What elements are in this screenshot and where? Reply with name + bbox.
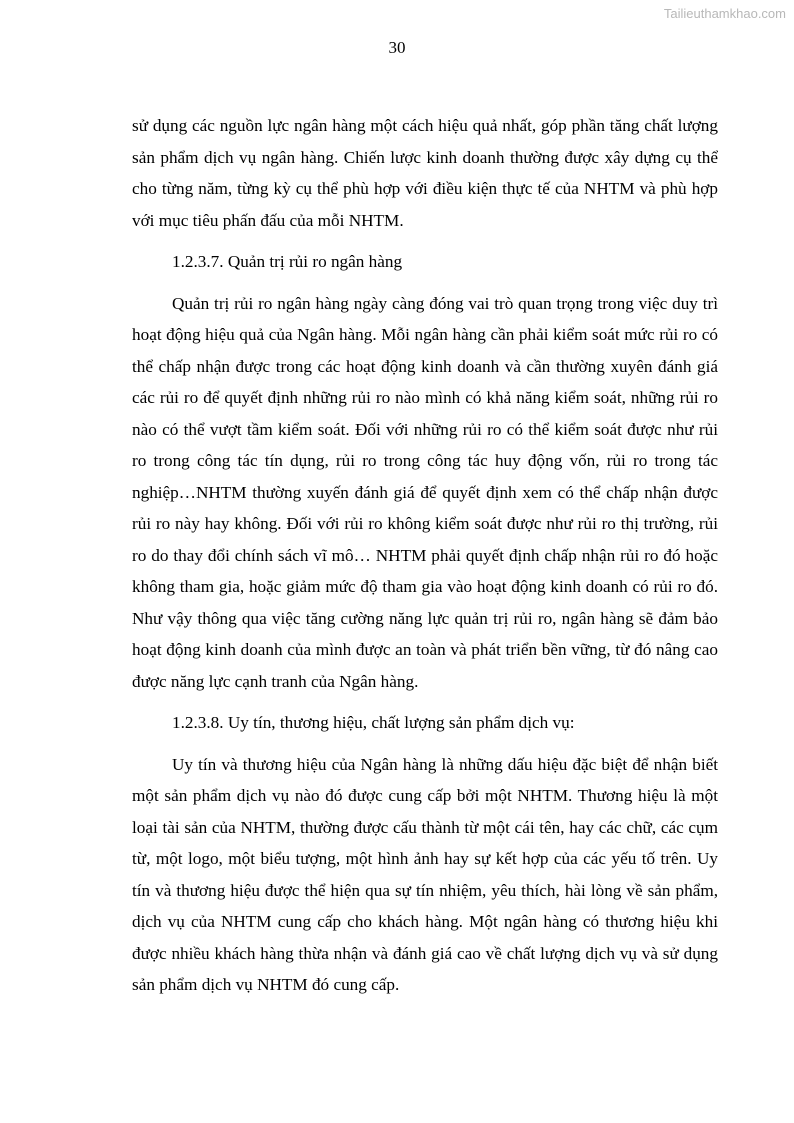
paragraph-risk-management: Quản trị rủi ro ngân hàng ngày càng đóng vai trò quan trọng trong việc duy trì hoạt động hiệu quả của Ngân hàng. Mỗi ngân hàng cần phải kiểm soát mức rủi ro có thể chấp nhận được trong các hoạt động kinh doanh và cần thường xuyên đánh giá các rủi ro để quyết định những rủi ro nào mình có khả năng kiểm soát, những rủi ro nào có thể vượt tầm kiểm soát. Đối với những rủi ro có thể kiểm soát được như rủi ro trong công tác tín dụng, rủi ro trong công tác huy động vốn, rủi ro trong tác nghiệp…NHTM thường xuyến đánh giá để quyết định xem có thể chấp nhận được rủi ro này hay không. Đối với rủi ro không kiểm soát được như rủi ro thị trường, rủi ro do thay đổi chính sách vĩ mô… NHTM phải quyết định chấp nhận rủi ro đó hoặc không tham gia, hoặc giảm mức độ tham gia vào hoạt động kinh doanh có rủi ro đó. Như vậy thông qua việc tăng cường năng lực quản trị rủi ro, ngân hàng sẽ đảm bảo hoạt động kinh doanh của mình được an toàn và phát triển bền vững, từ đó nâng cao được năng lực cạnh tranh của Ngân hàng. [132, 293, 718, 691]
watermark: Tailieuthamkhao.com [663, 6, 786, 21]
section-heading-risk-management: 1.2.3.7. Quản trị rủi ro ngân hàng [172, 252, 403, 271]
paragraph-brand-reputation: Uy tín và thương hiệu của Ngân hàng là những dấu hiệu đặc biệt để nhận biết một sản phẩm dịch vụ nào đó được cung cấp bởi một NHTM. Thương hiệu là một loại tài sản của NHTM, thường được cấu thành từ một cái tên, hay các chữ, các cụm từ, một logo, một biểu tượng, một hình ảnh hay sự kết hợp của các yếu tố trên. Uy tín và thương hiệu được thể hiện qua sự tín nhiệm, yêu thích, hài lòng về sản phẩm, dịch vụ của NHTM cung cấp cho khách hàng. Một ngân hàng có thương hiệu khi được nhiều khách hàng thừa nhận và đánh giá cao về chất lượng dịch vụ và sử dụng sản phẩm dịch vụ NHTM đó cung cấp. [132, 754, 718, 994]
page-number: 30 [388, 38, 406, 57]
document-body [132, 110, 718, 1011]
section-heading-brand-reputation: 1.2.3.8. Uy tín, thương hiệu, chất lượng sản phẩm dịch vụ: [172, 713, 575, 732]
paragraph-continuation: sử dụng các nguồn lực ngân hàng một cách hiệu quả nhất, góp phần tăng chất lượng sản phẩm dịch vụ ngân hàng. Chiến lược kinh doanh thường được xây dựng cụ thể cho từng năm, từng kỳ cụ thể phù hợp với điều kiện thực tế của NHTM và phù hợp với mục tiêu phấn đấu của mỗi NHTM. [132, 116, 718, 230]
